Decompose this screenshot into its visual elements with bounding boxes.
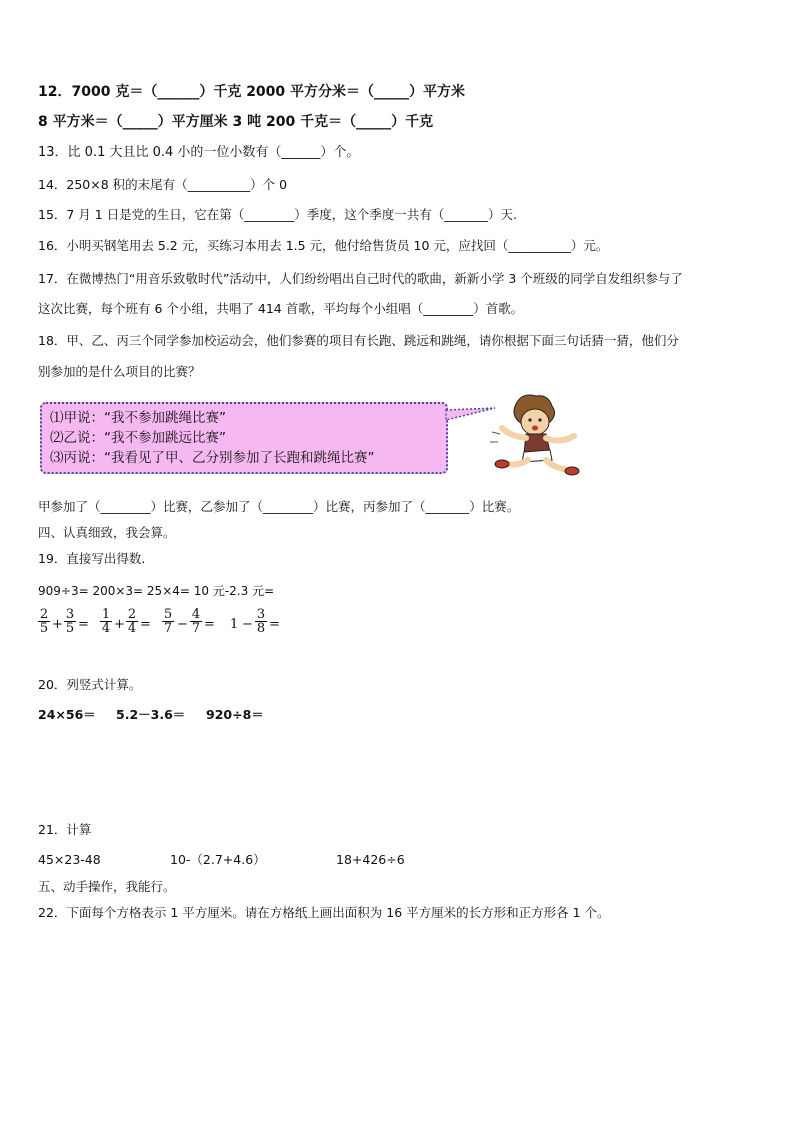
q19-row1: 909÷3= 200×3= 25×4= 10 元-2.3 元= — [38, 584, 275, 598]
fraction — [100, 608, 112, 635]
equals: = — [269, 617, 280, 632]
denominator: 5 — [39, 621, 49, 636]
numerator: 5 — [163, 607, 173, 622]
bubble-line-2: ⑵乙说：“我不参加跳远比赛” — [50, 430, 226, 446]
equals: = — [140, 617, 151, 632]
denominator: 7 — [191, 621, 201, 636]
denominator: 7 — [163, 621, 173, 636]
q17-line2: 这次比赛，每个班有 6 个小组，共唱了 414 首歌，平均每个小组唱（________）首歌。 — [38, 301, 524, 316]
section5-heading: 五、动手操作，我能行。 — [38, 879, 176, 894]
operator: − — [177, 617, 188, 632]
operator: + — [52, 617, 63, 632]
q18-line2: 别参加的是什么项目的比赛？ — [38, 364, 201, 379]
q20-item-2: 5.2－3.6＝ — [116, 707, 186, 722]
operator: − — [242, 617, 253, 632]
q18-line1: 18．甲、乙、丙三个同学参加校运动会，他们参赛的项目有长跑、跳远和跳绳，请你根据下面三句话猜一猜，他们分 — [38, 333, 679, 348]
q21-item-2: 10-（2.7+4.6） — [170, 852, 266, 867]
bubble-line-3: ⑶丙说：“我看见了甲、乙分别参加了长跑和跳绳比赛” — [50, 450, 375, 466]
q20-item-3: 920÷8＝ — [206, 707, 264, 722]
q17-line1: 17．在微博热门“用音乐致敬时代”活动中，人们纷纷唱出自己时代的歌曲，新新小学 3 个班级的同学自发组织参与了 — [38, 271, 683, 286]
numerator: 3 — [65, 607, 75, 622]
q19-title: 19．直接写出得数. — [38, 551, 146, 566]
fraction — [255, 608, 267, 635]
q22-text: 22．下面每个方格表示 1 平方厘米。请在方格纸上画出面积为 16 平方厘米的长方形和正方形各 1 个。 — [38, 905, 610, 920]
q18-answer: 甲参加了（________）比赛，乙参加了（________）比赛，丙参加了（_______）比赛。 — [38, 499, 520, 514]
q20-title: 20．列竖式计算。 — [38, 677, 142, 692]
whole-number: 1 — [230, 617, 239, 632]
q15-text: 15．7 月 1 日是党的生日，它在第（________）季度，这个季度一共有（_______）天. — [38, 207, 517, 222]
bubble-line-1: ⑴甲说：“我不参加跳绳比赛” — [50, 410, 226, 426]
speech-bubble — [40, 402, 448, 474]
q21-item-3: 18+426÷6 — [336, 852, 405, 867]
equals: = — [204, 617, 215, 632]
q16-text: 16．小明买钢笔用去 5.2 元，买练习本用去 1.5 元，他付给售货员 10 元，应找回（__________）元。 — [38, 238, 609, 253]
q21-title: 21．计算 — [38, 822, 92, 837]
q21-item-1: 45×23-48 — [38, 852, 101, 867]
operator: + — [114, 617, 125, 632]
q14-text: 14．250×8 积的末尾有（__________）个 0 — [38, 177, 288, 192]
fraction — [162, 608, 174, 635]
denominator: 4 — [127, 621, 137, 636]
running-boy-illustration — [488, 392, 580, 478]
denominator: 4 — [101, 621, 111, 636]
numerator: 1 — [101, 607, 111, 622]
q20-item-1: 24×56＝ — [38, 707, 96, 722]
equals: = — [78, 617, 89, 632]
fraction — [64, 608, 76, 635]
numerator: 2 — [127, 607, 137, 622]
numerator: 2 — [39, 607, 49, 622]
fraction — [190, 608, 202, 635]
section4-heading: 四、认真细致，我会算。 — [38, 525, 176, 540]
q12-line1: 12．7000 克＝（______）千克 2000 平方分米＝（_____）平方米 — [38, 84, 466, 100]
numerator: 4 — [191, 607, 201, 622]
denominator: 5 — [65, 621, 75, 636]
q13-text: 13．比 0.1 大且比 0.4 小的一位小数有（______）个。 — [38, 145, 360, 160]
fraction — [126, 608, 138, 635]
denominator: 8 — [256, 621, 266, 636]
q12-line2: 8 平方米＝（_____）平方厘米 3 吨 200 千克＝（_____）千克 — [38, 114, 434, 130]
fraction — [38, 608, 50, 635]
numerator: 3 — [256, 607, 266, 622]
